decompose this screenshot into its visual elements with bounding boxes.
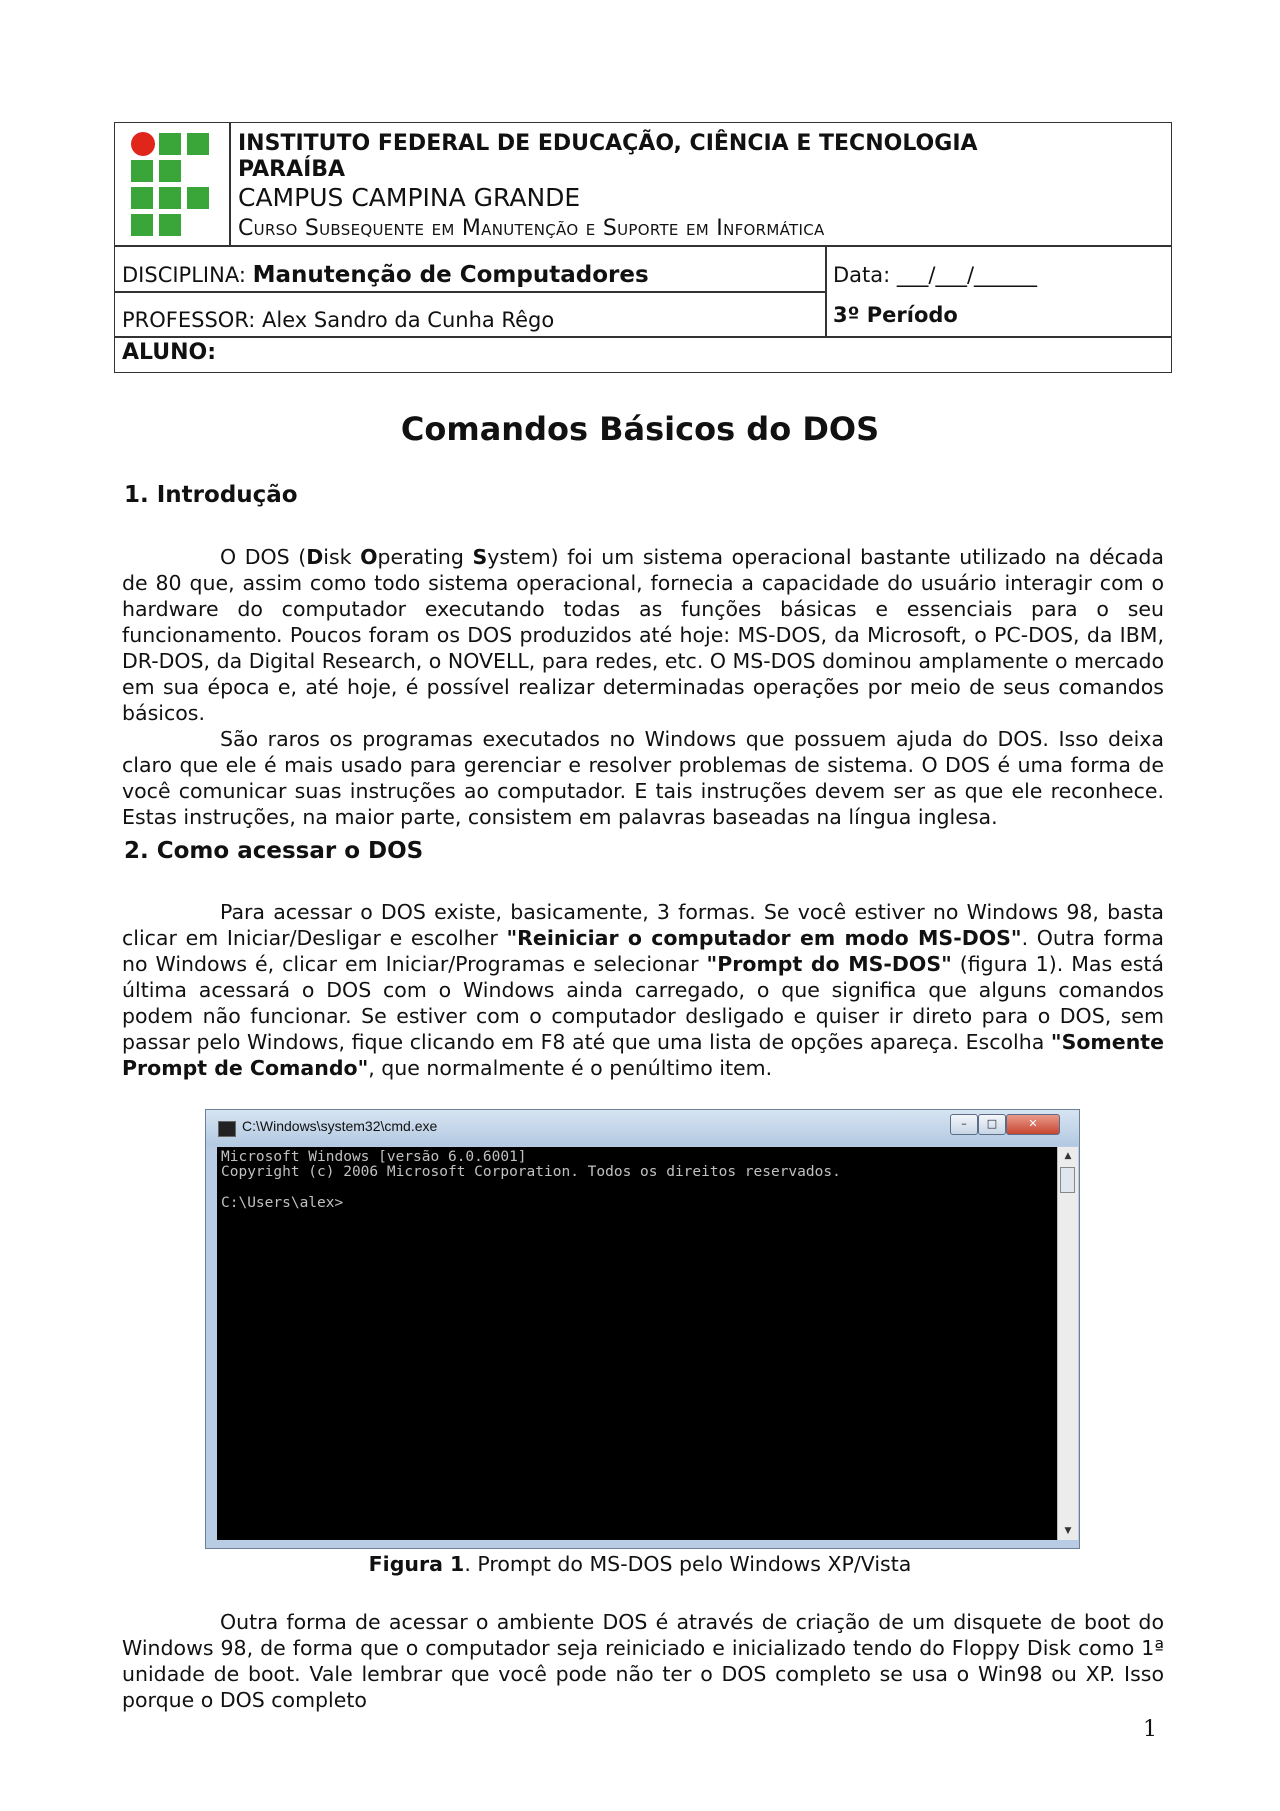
console-line: Microsoft Windows [versão 6.0.6001] [221,1149,527,1165]
scroll-thumb [1060,1167,1075,1193]
page-title: Comandos Básicos do DOS [400,410,880,448]
discipline-field [122,262,649,288]
console-line: Copyright (c) 2006 Microsoft Corporation. Todos os direitos reservados. [221,1164,841,1180]
paragraph: O DOS (Disk Operating System) foi um sistema operacional bastante utilizado na década de 80 que, assim como todo sistema operacional, fornecia a capacidade do usuário interagir com o hardware do computador executando todas as funções básicas e essenciais para o seu funcionamento. Poucos foram os DOS produzidos até hoje: MS-DOS, da Microsoft, o PC-DOS, da IBM, DR-DOS, da Digital Research, o NOVELL, para redes, etc. O MS-DOS dominou amplamente o mercado em sua época e, até hoje, é possível realizar determinadas operações por meio de seus comandos básicos. [122,545,1164,725]
page-number: 1 [1143,1717,1157,1742]
campus-name: CAMPUS CAMPINA GRANDE [238,183,581,212]
professor-value: Alex Sandro da Cunha Rêgo [262,308,555,332]
discipline-label: DISCIPLINA: [122,263,253,287]
professor-label: PROFESSOR: [122,308,263,332]
paragraph: São raros os programas executados no Windows que possuem ajuda do DOS. Isso deixa claro que ele é mais usado para gerenciar e resolver problemas de sistema. O DOS é uma forma de você comunicar suas instruções ao computador. E tais instruções devem ser as que ele reconhece. Estas instruções, na maior parte, consistem em palavras baseadas na língua inglesa. [122,727,1164,829]
institution-line1: INSTITUTO FEDERAL DE EDUCAÇÃO, CIÊNCIA E TECNOLOGIA [238,131,978,156]
date-field: Data: ___/___/______ [833,263,1038,287]
professor-field [122,308,554,332]
student-field: ALUNO: [122,340,217,365]
window-titlebar [206,1110,1079,1146]
cmd-icon [218,1121,236,1137]
divider [115,336,1171,338]
minimize-icon: – [950,1114,978,1135]
divider [115,245,1171,247]
access-text-continued [122,1609,1164,1713]
introduction-text [122,544,1164,830]
scroll-down-icon: ▼ [1064,1526,1072,1536]
divider [825,245,827,336]
paragraph: Outra forma de acessar o ambiente DOS é através de criação de um disquete de boot do Windows 98, de forma que o computador seja reiniciado e inicializado tendo do Floppy Disk como 1ª unidade de boot. Vale lembrar que você pode não ter o DOS completo se usa o Win98 ou XP. Isso porque o DOS completo [122,1610,1164,1712]
caption-label: Figura 1 [368,1552,465,1576]
discipline-value: Manutenção de Computadores [252,262,649,288]
ifpb-logo [131,132,211,236]
figure-caption [0,1552,1280,1576]
paragraph: Para acessar o DOS existe, basicamente, 3 formas. Se você estiver no Windows 98, basta clicar em Iniciar/Desligar e escolher "Reiniciar o computador em modo MS-DOS". Outra forma no Windows é, clicar em Iniciar/Programas e selecionar "Prompt do MS-DOS" (figura 1). Mas está última acessará o DOS com o Windows ainda carregado, o que significa que alguns comandos podem não funcionar. Se estiver com o computador desligado e quiser ir direto para o DOS, sem passar pelo Windows, fique clicando em F8 até que uma lista de opções apareça. Escolha "Somente Prompt de Comando", que normalmente é o penúltimo item. [122,900,1164,1080]
console-line: C:\Users\alex> [221,1195,344,1211]
period-field: 3º Período [833,303,958,327]
divider [115,291,825,293]
institution-line2: PARAÍBA [238,157,346,182]
close-icon: ✕ [1006,1114,1060,1135]
divider [229,123,231,245]
cmd-window-figure [205,1109,1080,1549]
maximize-icon: □ [978,1114,1006,1135]
caption-text: . Prompt do MS-DOS pelo Windows XP/Vista [464,1552,912,1576]
scrollbar [1057,1147,1078,1540]
section-heading-introduction: 1. Introdução [124,482,298,508]
access-text [122,899,1164,1081]
course-name: Curso Subsequente em Manutenção e Suporte em Informática [238,216,825,241]
institution-name [238,131,978,183]
window-title: C:\Windows\system32\cmd.exe [242,1118,438,1134]
scroll-up-icon: ▲ [1064,1151,1072,1161]
console-area [217,1147,1057,1540]
section-heading-access: 2. Como acessar o DOS [124,838,424,864]
